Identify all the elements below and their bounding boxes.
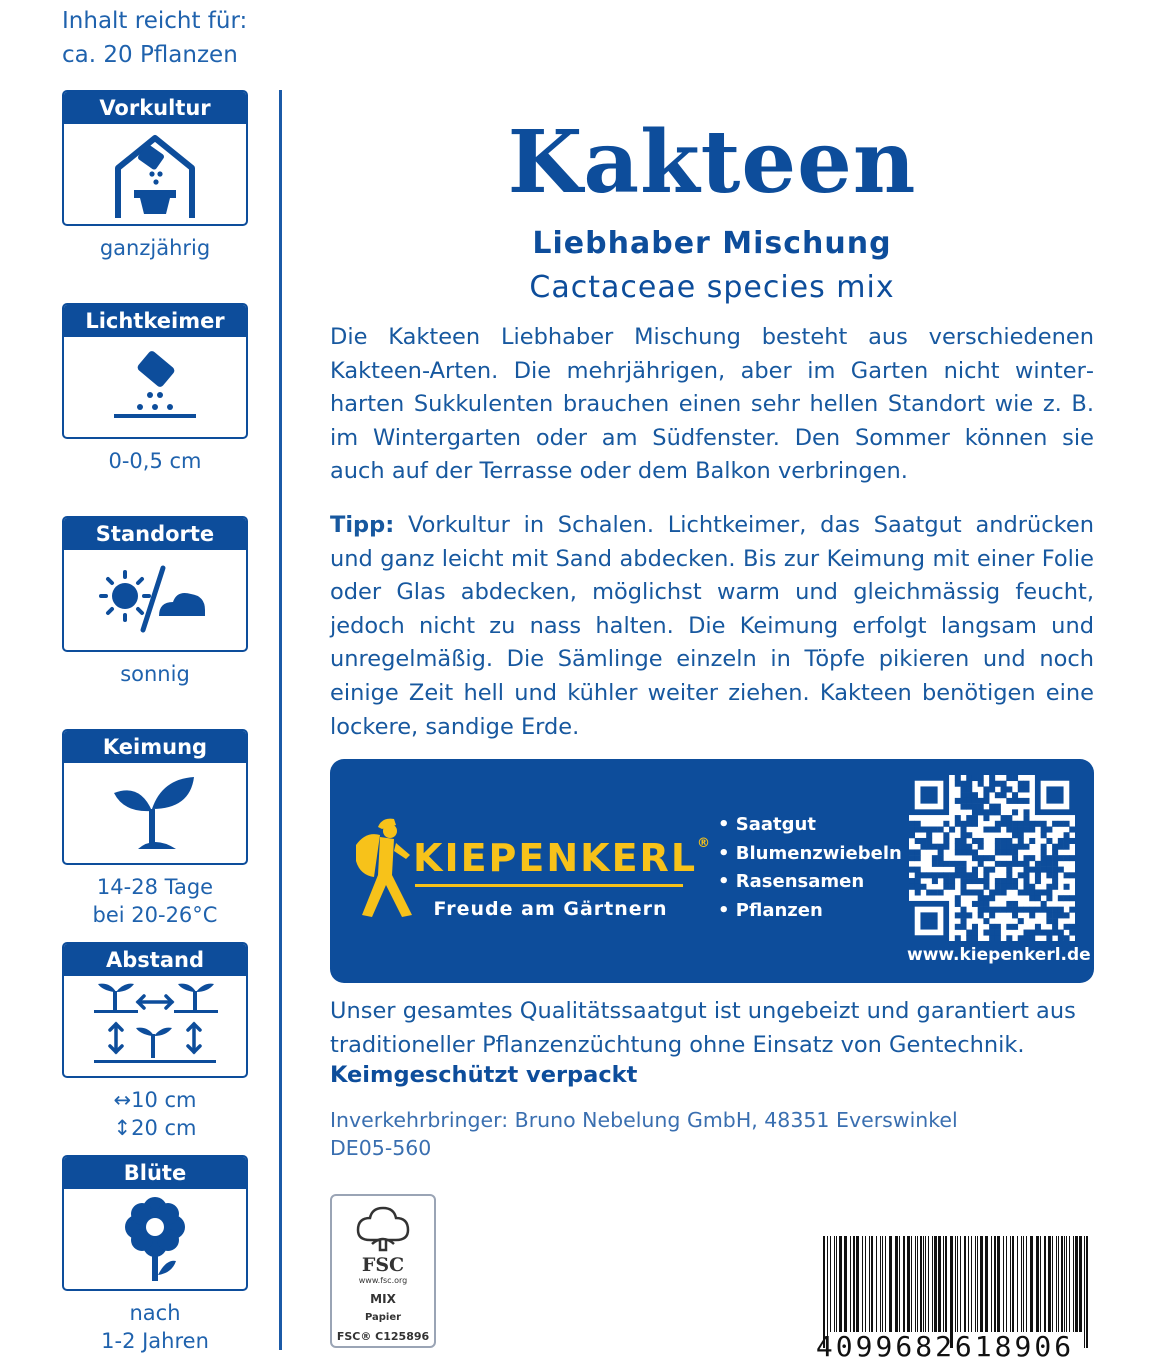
greenhouse-seed-pot-icon bbox=[64, 130, 246, 220]
barcode-bar bbox=[1079, 1236, 1082, 1332]
barcode-bar bbox=[1044, 1236, 1046, 1332]
barcode-bar bbox=[997, 1236, 1000, 1332]
tip-text: Vorkultur in Schalen. Lichtkeimer, das Saatgut andrücken und ganz leicht mit Sand abdecken. Bis zur Keimung mit einer Folie oder Glas abdecken, möglichst warm und gleichmässig feucht, jedoch nicht zu nass halten. Die Keimung erfolgt langsam und unregelmäßig. Die Sämlinge einzeln in Töpfe pikieren und noch einige Zeit hell und kühler weiter ziehen. Kakteen benötigen eine lockere, sandige Erde. bbox=[330, 512, 1094, 740]
fsc-mix: MIX bbox=[370, 1292, 396, 1306]
product-range-list bbox=[718, 811, 902, 925]
fsc-code: FSC® C125896 bbox=[336, 1330, 430, 1343]
barcode-bar bbox=[945, 1236, 947, 1332]
sun-cloud-icon bbox=[64, 556, 246, 646]
barcode-bar bbox=[1048, 1236, 1051, 1332]
contents-note-value: ca. 20 Pflanzen bbox=[62, 42, 238, 68]
barcode-bar bbox=[1075, 1236, 1078, 1332]
barcode-bar bbox=[1023, 1236, 1024, 1332]
lichtkeimer-caption bbox=[62, 447, 248, 475]
website-link[interactable]: www.kiepenkerl.de bbox=[907, 945, 1091, 965]
flower-icon bbox=[64, 1195, 246, 1285]
abstand-plant-spacing: ↕20 cm bbox=[113, 1116, 197, 1140]
bluete-value: nach bbox=[129, 1301, 181, 1325]
barcode-bar bbox=[977, 1236, 978, 1332]
barcode-bar bbox=[1026, 1236, 1027, 1332]
distributor-code: DE05-560 bbox=[330, 1136, 432, 1160]
keimung-box bbox=[62, 729, 248, 865]
barcode-bar bbox=[1086, 1236, 1088, 1348]
vorkultur-value: ganzjährig bbox=[99, 236, 211, 260]
barcode-bar bbox=[880, 1236, 881, 1332]
barcode-bar bbox=[915, 1236, 916, 1332]
barcode-bar bbox=[994, 1236, 996, 1332]
standorte-caption bbox=[62, 660, 248, 688]
barcode-bar bbox=[968, 1236, 969, 1332]
barcode-bar bbox=[1052, 1236, 1053, 1332]
bluete-duration: 1-2 Jahren bbox=[101, 1329, 209, 1353]
barcode-bar bbox=[1030, 1236, 1033, 1332]
tip-paragraph bbox=[330, 509, 1094, 744]
abstand-box bbox=[62, 942, 248, 1078]
barcode-bar bbox=[955, 1236, 956, 1332]
fsc-name: FSC bbox=[361, 1254, 405, 1276]
brand-slogan: Freude am Gärtnern bbox=[433, 898, 668, 920]
barcode-bar bbox=[943, 1236, 944, 1332]
contents-note bbox=[62, 4, 247, 72]
barcode-bar bbox=[960, 1236, 961, 1332]
barcode-bar bbox=[1066, 1236, 1067, 1332]
product-title: Kakteen bbox=[507, 112, 917, 213]
standorte-label: Standorte bbox=[64, 518, 246, 550]
barcode-bar bbox=[836, 1236, 837, 1332]
barcode-bar bbox=[975, 1236, 976, 1332]
lichtkeimer-value: 0-0,5 cm bbox=[108, 449, 202, 473]
barcode-bar bbox=[844, 1236, 847, 1332]
barcode-bar bbox=[895, 1236, 898, 1332]
barcode-bar bbox=[1056, 1236, 1057, 1332]
product-subtitle: Liebhaber Mischung bbox=[532, 226, 892, 261]
barcode-bar bbox=[920, 1236, 922, 1332]
tip-label: Tipp: bbox=[330, 512, 395, 538]
bluete-label: Blüte bbox=[64, 1157, 246, 1189]
barcode-bar bbox=[1069, 1236, 1070, 1332]
description: Die Kakteen Liebhaber Mischung besteht aus verschiedenen Kakteen-Arten. Die mehrjährigen, aber im Garten nicht winterharten Sukkulenten brauchen einen sehr hellen Standort wie z. B. im Wintergarten oder am Südfenster. Den Sommer können sie auch auf der Terrasse oder dem Balkon verbringen. bbox=[330, 324, 1094, 485]
brand-logo bbox=[413, 836, 712, 880]
quality-note: Unser gesamtes Qualitätssaatgut ist ungebeizt und garantiert aus traditioneller Pflanzenzüchtung ohne Einsatz von Gentechnik. bbox=[330, 998, 1076, 1058]
barcode-bar bbox=[1021, 1236, 1022, 1332]
barcode-bar bbox=[830, 1236, 831, 1332]
barcode-bar bbox=[885, 1236, 886, 1332]
vorkultur-box bbox=[62, 90, 248, 226]
barcode-bar bbox=[928, 1236, 929, 1332]
fsc-label bbox=[330, 1194, 436, 1348]
keimung-duration: 14-28 Tage bbox=[96, 875, 214, 899]
barcode-bar bbox=[903, 1236, 905, 1332]
list-item: • Rasensamen bbox=[718, 868, 902, 897]
fsc-site: www.fsc.org bbox=[358, 1276, 408, 1285]
barcode-bar bbox=[957, 1236, 958, 1332]
barcode-bar bbox=[1040, 1236, 1041, 1332]
barcode-bar bbox=[1003, 1236, 1004, 1332]
barcode-bar bbox=[917, 1236, 918, 1332]
keimung-temperature: bei 20-26°C bbox=[92, 903, 218, 927]
barcode-bar bbox=[1084, 1236, 1085, 1348]
barcode-bar bbox=[1058, 1236, 1059, 1332]
barcode-number: 4099682618906 bbox=[815, 1330, 1075, 1360]
barcode-bar bbox=[1012, 1236, 1014, 1332]
latin-name: Cactaceae species mix bbox=[529, 270, 895, 305]
barcode-bar bbox=[1064, 1236, 1065, 1332]
abstand-label: Abstand bbox=[64, 944, 246, 976]
barcode-bar bbox=[925, 1236, 926, 1332]
registered-mark: ® bbox=[697, 836, 713, 851]
lichtkeimer-label: Lichtkeimer bbox=[64, 305, 246, 337]
keimung-label: Keimung bbox=[64, 731, 246, 763]
contents-note-label: Inhalt reicht für: bbox=[62, 8, 248, 34]
barcode-bar bbox=[853, 1236, 855, 1332]
fsc-material: Papier bbox=[364, 1312, 402, 1323]
list-item: • Pflanzen bbox=[718, 897, 902, 926]
barcode-bar bbox=[899, 1236, 900, 1332]
plant-spacing-icon bbox=[64, 982, 246, 1072]
abstand-row-spacing: ↔10 cm bbox=[113, 1088, 197, 1112]
barcode-bar bbox=[985, 1236, 988, 1332]
seed-packet-sowing-icon bbox=[64, 343, 246, 433]
brand-underline bbox=[415, 884, 683, 887]
barcode bbox=[795, 1230, 1095, 1360]
barcode-bar bbox=[850, 1236, 851, 1332]
barcode-bar bbox=[934, 1236, 937, 1332]
barcode-bar bbox=[876, 1236, 877, 1332]
vorkultur-label: Vorkultur bbox=[64, 92, 246, 124]
packaging-note: Keimgeschützt verpackt bbox=[330, 1062, 638, 1088]
barcode-bar bbox=[1073, 1236, 1074, 1332]
list-item: • Saatgut bbox=[718, 811, 902, 840]
bluete-box bbox=[62, 1155, 248, 1291]
list-item: • Blumenzwiebeln bbox=[718, 840, 902, 869]
bluete-caption bbox=[62, 1299, 248, 1355]
barcode-bar bbox=[862, 1236, 863, 1332]
barcode-bar bbox=[971, 1236, 972, 1332]
fsc-tree-icon bbox=[352, 1204, 414, 1258]
abstand-caption bbox=[62, 1086, 248, 1142]
barcode-bar bbox=[1036, 1236, 1039, 1332]
hiker-logo-icon bbox=[352, 815, 414, 923]
barcode-bar bbox=[1010, 1236, 1011, 1332]
keimung-caption bbox=[62, 873, 248, 929]
barcode-bar bbox=[1061, 1236, 1063, 1332]
barcode-bar bbox=[1017, 1236, 1018, 1332]
barcode-bar bbox=[911, 1236, 912, 1332]
distributor-address: Inverkehrbringer: Bruno Nebelung GmbH, 48351 Everswinkel bbox=[330, 1108, 958, 1132]
barcode-bar bbox=[889, 1236, 892, 1332]
vorkultur-caption bbox=[62, 234, 248, 262]
column-divider bbox=[279, 90, 282, 1350]
barcode-bar bbox=[834, 1236, 835, 1332]
barcode-bar bbox=[964, 1236, 966, 1332]
barcode-bar bbox=[865, 1236, 866, 1332]
standorte-value: sonnig bbox=[120, 662, 190, 686]
barcode-bar bbox=[932, 1236, 933, 1332]
distributor-info bbox=[330, 1106, 958, 1162]
barcode-bar bbox=[856, 1236, 859, 1332]
barcode-bar bbox=[882, 1236, 883, 1332]
barcode-bar bbox=[839, 1236, 842, 1332]
barcode-bar bbox=[1006, 1236, 1007, 1332]
barcode-bar bbox=[871, 1236, 873, 1332]
barcode-bar bbox=[869, 1236, 870, 1332]
brand-name: KIEPENKERL bbox=[413, 836, 698, 880]
barcode-bar bbox=[991, 1236, 992, 1332]
standorte-box bbox=[62, 516, 248, 652]
seedling-icon bbox=[64, 769, 246, 859]
barcode-bar bbox=[938, 1236, 941, 1332]
barcode-bar bbox=[923, 1236, 924, 1332]
lichtkeimer-box bbox=[62, 303, 248, 439]
barcode-bar bbox=[980, 1236, 983, 1332]
barcode-bar bbox=[907, 1236, 910, 1332]
qr-code[interactable] bbox=[909, 775, 1075, 941]
